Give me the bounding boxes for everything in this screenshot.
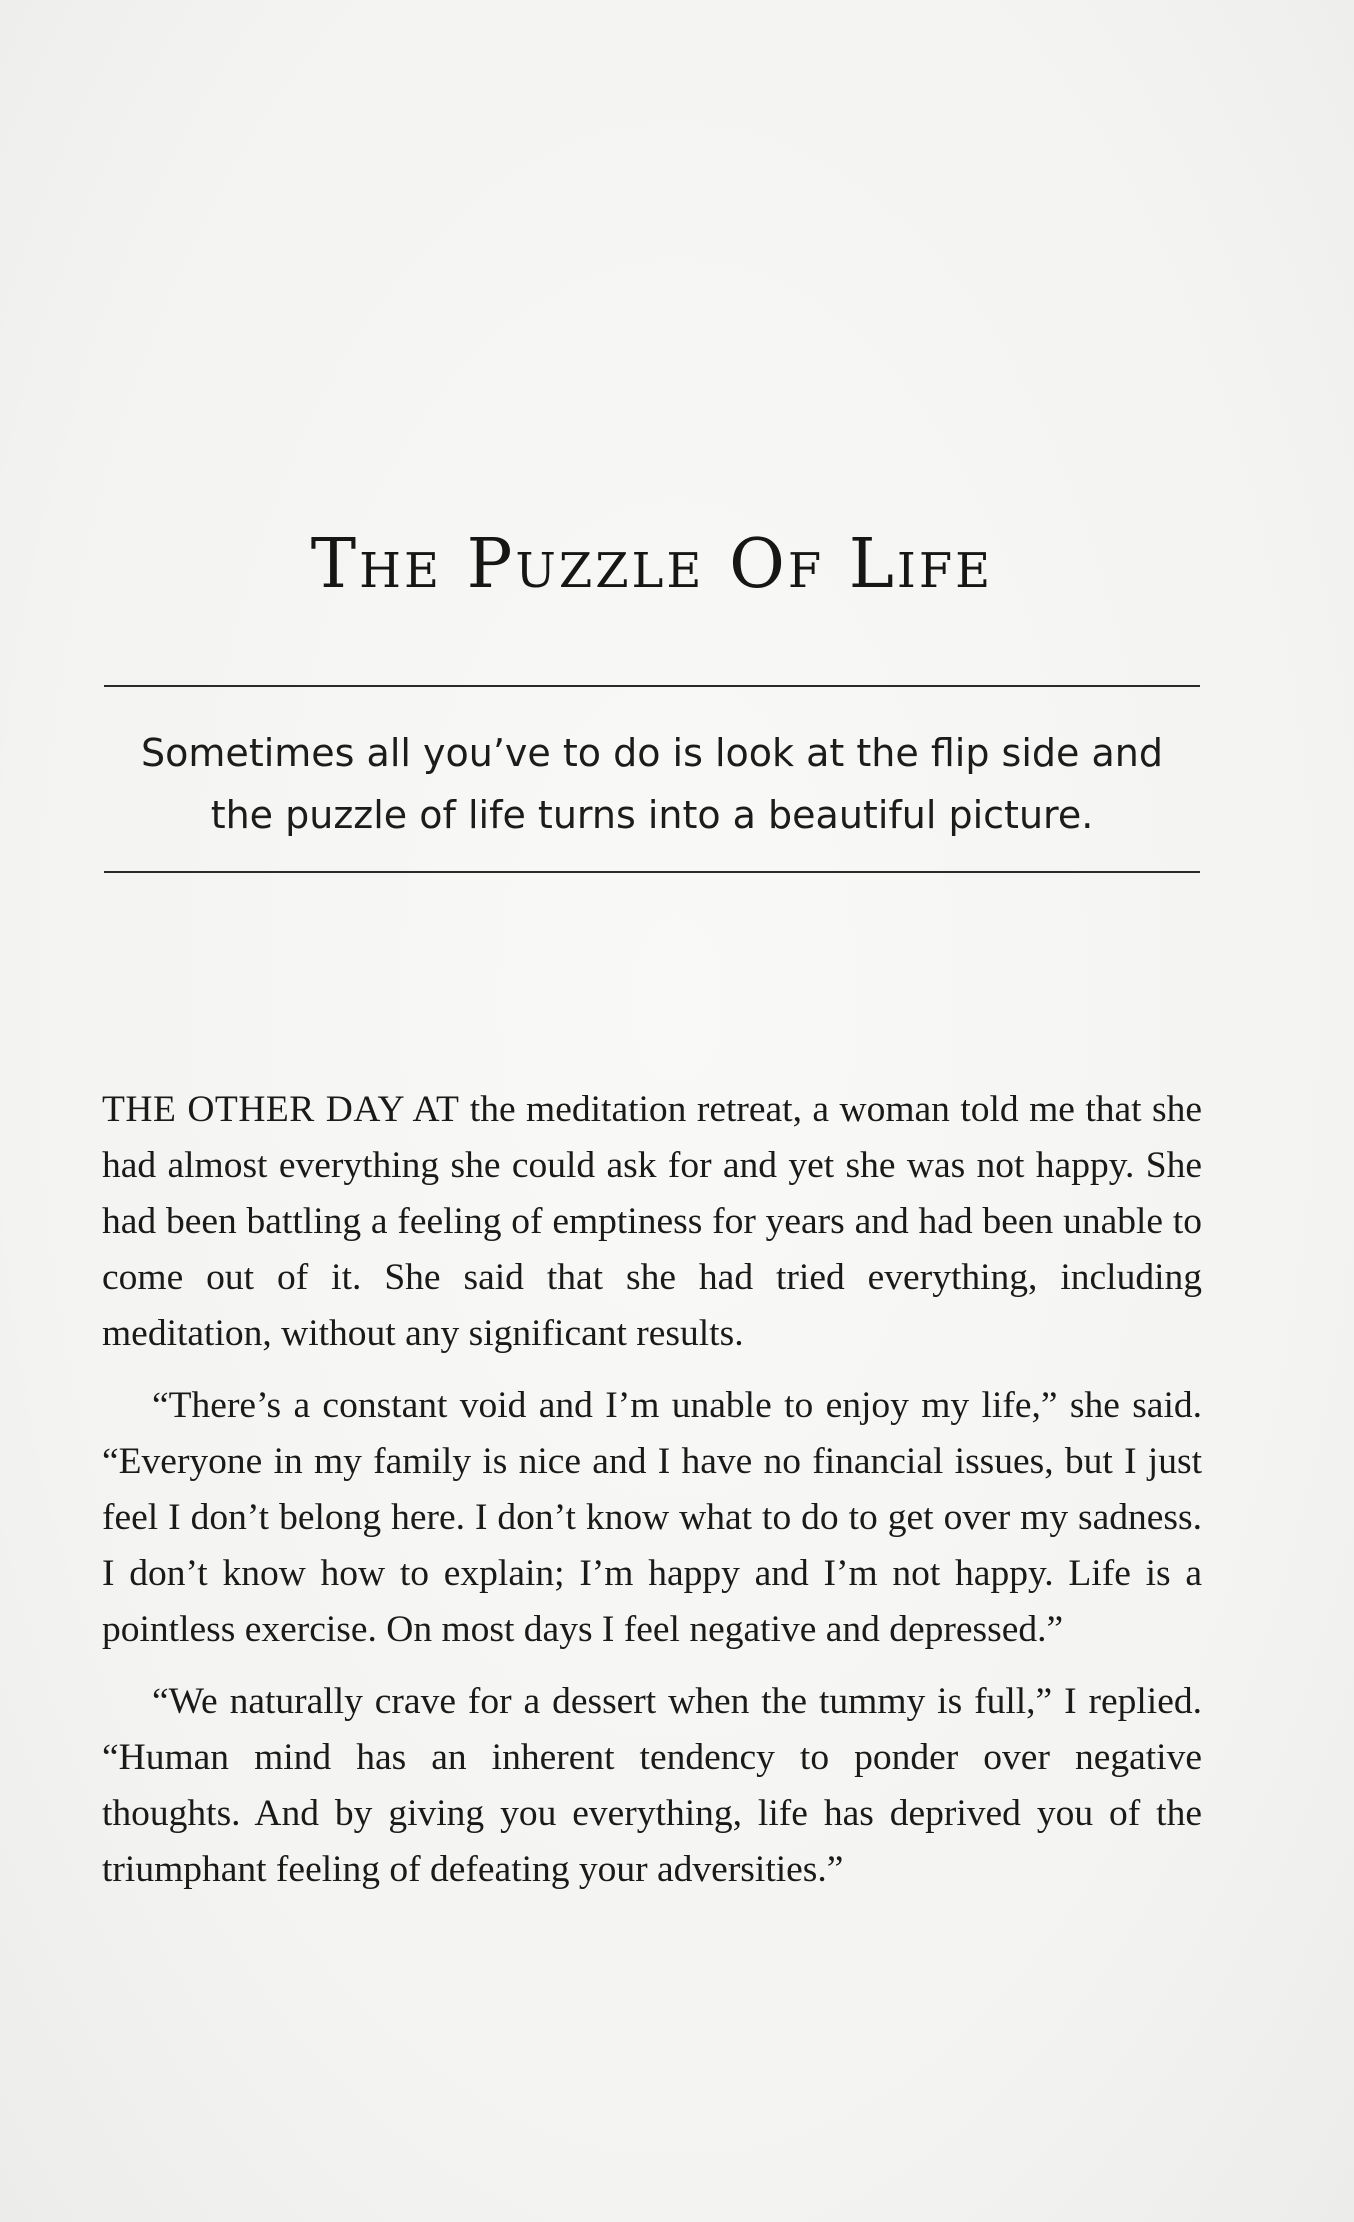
epigraph-bottom-rule (104, 871, 1200, 873)
paragraph-3: “We naturally crave for a dessert when the tummy is full,” I replied. “Human mind has an inherent tendency to ponder over negative thoughts. And by giving you everything, life has deprived you of the triumphant feeling of defeating your adversities.” (102, 1681, 1202, 1890)
chapter-epigraph: Sometimes all you’ve to do is look at the flip side and the puzzle of life turns into a beautiful picture. (141, 731, 1163, 837)
paragraph-lead-in: THE OTHER DAY AT (102, 1089, 460, 1130)
chapter-body (102, 1082, 1202, 1914)
paragraph-1-text: the meditation retreat, a woman told me that she had almost everything she could ask for and yet she was not happy. She had been battling a feeling of emptiness for years and had been unable to come out of it. She said that she had tried everything, including meditation, without any significant results. (102, 1089, 1202, 1354)
chapter-title: The Puzzle Of Life (310, 525, 994, 604)
paragraph-2: “There’s a constant void and I’m unable to enjoy my life,” she said. “Everyone in my family is nice and I have no financial issues, but I just feel I don’t belong here. I don’t know what to do to get over my sadness. I don’t know how to explain; I’m happy and I’m not happy. Life is a pointless exercise. On most days I feel negative and depressed.” (102, 1385, 1202, 1650)
paragraph-1 (102, 1082, 1202, 1362)
epigraph-top-rule (104, 685, 1200, 687)
